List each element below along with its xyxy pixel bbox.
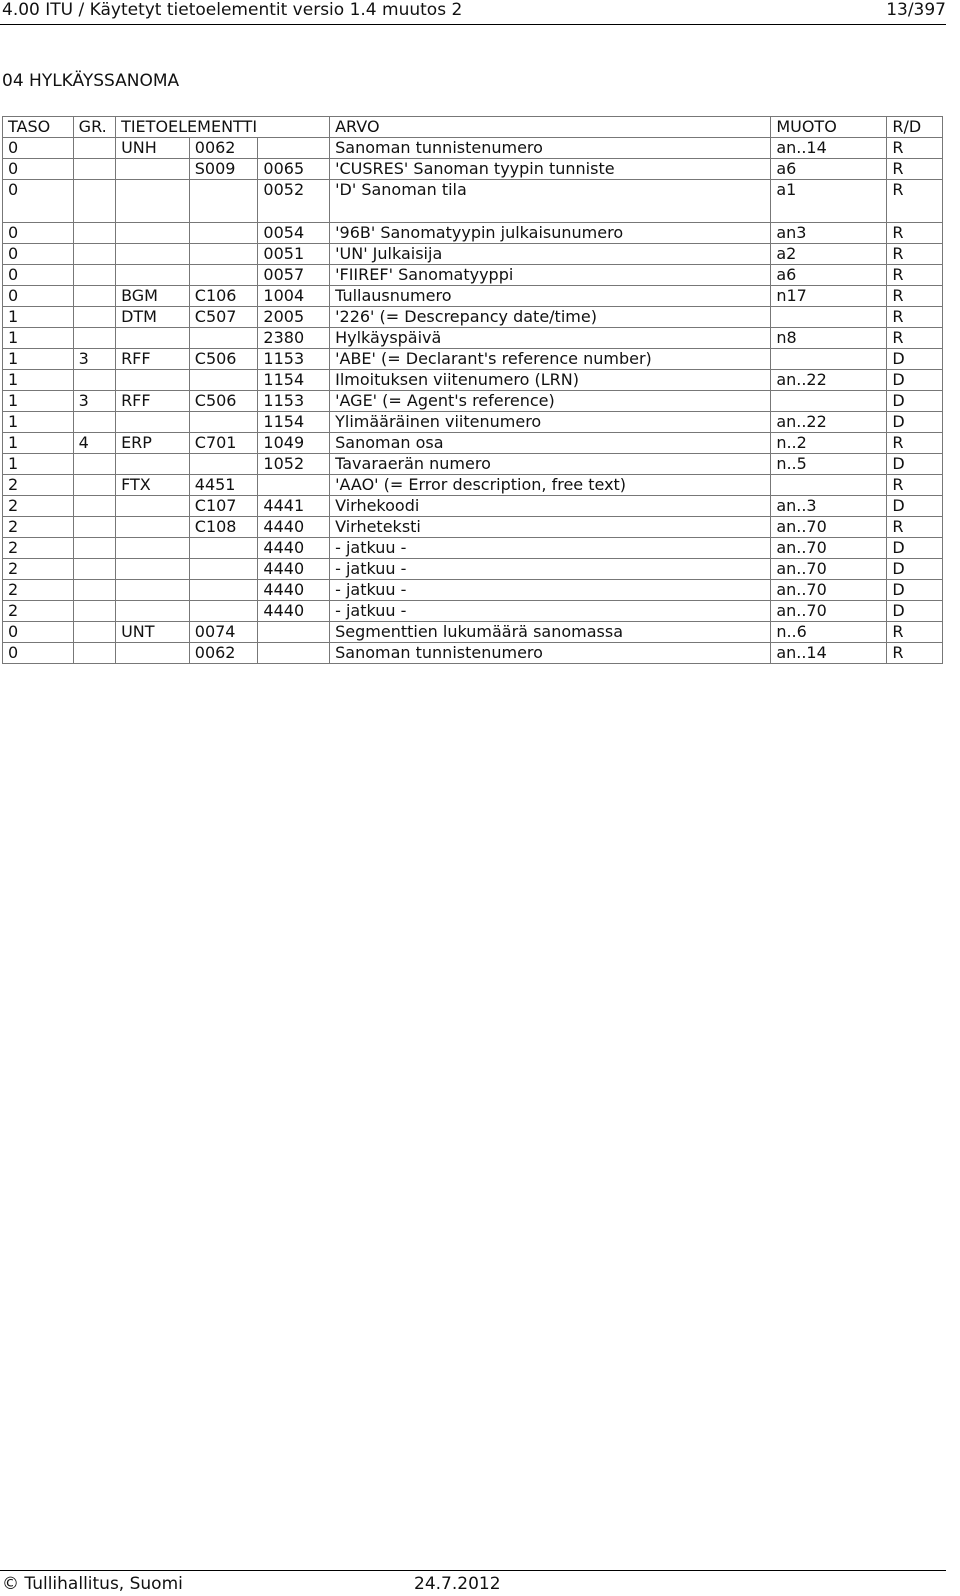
cell-comp: S009 [189, 159, 258, 180]
cell-taso: 1 [3, 391, 74, 412]
cell-elem: 1153 [258, 349, 330, 370]
footer-divider [0, 1570, 946, 1571]
cell-arvo: '96B' Sanomatyypin julkaisunumero [330, 223, 771, 244]
cell-muoto [771, 307, 887, 328]
cell-arvo: Virhekoodi [330, 496, 771, 517]
column-header-taso: TASO [3, 117, 74, 138]
cell-rd: D [887, 538, 943, 559]
cell-muoto: n8 [771, 328, 887, 349]
cell-arvo: '226' (= Descrepancy date/time) [330, 307, 771, 328]
cell-muoto: an..70 [771, 580, 887, 601]
table-row [3, 391, 943, 412]
footer-date: 24.7.2012 [414, 1574, 501, 1594]
cell-rd: D [887, 349, 943, 370]
column-header-rd: R/D [887, 117, 943, 138]
cell-gr [73, 265, 115, 286]
cell-elem: 1154 [258, 370, 330, 391]
table-row [3, 286, 943, 307]
cell-comp: C701 [189, 433, 258, 454]
table-row [3, 496, 943, 517]
cell-taso: 1 [3, 307, 74, 328]
cell-arvo: - jatkuu - [330, 601, 771, 622]
cell-muoto: an..70 [771, 601, 887, 622]
cell-gr [73, 286, 115, 307]
cell-seg: RFF [116, 349, 190, 370]
cell-arvo: - jatkuu - [330, 580, 771, 601]
cell-rd: R [887, 244, 943, 265]
cell-elem: 2380 [258, 328, 330, 349]
page-number: 13/397 [886, 0, 946, 20]
copyright-text: © Tullihallitus, Suomi [2, 1574, 183, 1594]
cell-taso: 0 [3, 244, 74, 265]
cell-elem: 2005 [258, 307, 330, 328]
cell-taso: 1 [3, 412, 74, 433]
cell-gr [73, 180, 115, 223]
cell-elem: 4440 [258, 559, 330, 580]
cell-muoto [771, 391, 887, 412]
cell-taso: 0 [3, 180, 74, 223]
cell-rd: R [887, 159, 943, 180]
cell-elem: 0054 [258, 223, 330, 244]
cell-taso: 1 [3, 349, 74, 370]
cell-rd: D [887, 412, 943, 433]
cell-seg [116, 244, 190, 265]
cell-seg: RFF [116, 391, 190, 412]
cell-arvo: Sanoman tunnistenumero [330, 138, 771, 159]
cell-comp [189, 265, 258, 286]
cell-arvo: 'AGE' (= Agent's reference) [330, 391, 771, 412]
cell-elem: 1153 [258, 391, 330, 412]
cell-gr [73, 370, 115, 391]
cell-seg [116, 538, 190, 559]
cell-gr [73, 538, 115, 559]
cell-rd: R [887, 622, 943, 643]
cell-gr [73, 223, 115, 244]
cell-rd: R [887, 265, 943, 286]
cell-seg [116, 559, 190, 580]
cell-seg [116, 454, 190, 475]
cell-muoto: n17 [771, 286, 887, 307]
cell-arvo: Hylkäyspäivä [330, 328, 771, 349]
cell-seg [116, 180, 190, 223]
cell-rd: R [887, 475, 943, 496]
column-header-tietoelementti: TIETOELEMENTTI [116, 117, 330, 138]
cell-elem: 4441 [258, 496, 330, 517]
cell-taso: 2 [3, 475, 74, 496]
cell-gr [73, 475, 115, 496]
cell-gr: 3 [73, 349, 115, 370]
cell-rd: D [887, 580, 943, 601]
cell-muoto: an..3 [771, 496, 887, 517]
cell-elem: 4440 [258, 601, 330, 622]
cell-comp: C106 [189, 286, 258, 307]
table-row [3, 223, 943, 244]
cell-elem: 0052 [258, 180, 330, 223]
cell-comp: 4451 [189, 475, 258, 496]
cell-comp [189, 180, 258, 223]
cell-gr [73, 328, 115, 349]
cell-gr [73, 307, 115, 328]
cell-comp: C107 [189, 496, 258, 517]
cell-arvo: Tavaraerän numero [330, 454, 771, 475]
cell-gr: 4 [73, 433, 115, 454]
cell-elem: 4440 [258, 517, 330, 538]
cell-taso: 1 [3, 454, 74, 475]
cell-comp [189, 328, 258, 349]
document-title: 4.00 ITU / Käytetyt tietoelementit versio 1.4 muutos 2 [2, 0, 463, 20]
cell-arvo: 'AAO' (= Error description, free text) [330, 475, 771, 496]
cell-seg [116, 328, 190, 349]
cell-comp [189, 580, 258, 601]
header-divider [0, 24, 946, 25]
column-header-gr: GR. [73, 117, 115, 138]
cell-rd: D [887, 559, 943, 580]
cell-comp [189, 454, 258, 475]
cell-arvo: Virheteksti [330, 517, 771, 538]
cell-arvo: Sanoman tunnistenumero [330, 643, 771, 664]
cell-arvo: 'CUSRES' Sanoman tyypin tunniste [330, 159, 771, 180]
cell-arvo: Segmenttien lukumäärä sanomassa [330, 622, 771, 643]
cell-seg [116, 517, 190, 538]
cell-gr [73, 244, 115, 265]
cell-rd: R [887, 307, 943, 328]
cell-muoto: n..6 [771, 622, 887, 643]
cell-rd: D [887, 454, 943, 475]
cell-gr [73, 559, 115, 580]
page-footer [0, 1574, 960, 1596]
cell-taso: 0 [3, 223, 74, 244]
table-row [3, 138, 943, 159]
cell-arvo: 'D' Sanoman tila [330, 180, 771, 223]
cell-seg: FTX [116, 475, 190, 496]
cell-comp: C506 [189, 349, 258, 370]
cell-comp: 0062 [189, 643, 258, 664]
cell-arvo: 'UN' Julkaisija [330, 244, 771, 265]
table-row [3, 159, 943, 180]
cell-arvo: 'FIIREF' Sanomatyyppi [330, 265, 771, 286]
cell-muoto: a6 [771, 265, 887, 286]
cell-taso: 0 [3, 265, 74, 286]
cell-taso: 2 [3, 601, 74, 622]
cell-gr [73, 159, 115, 180]
column-header-muoto: MUOTO [771, 117, 887, 138]
cell-seg [116, 159, 190, 180]
table-row [3, 307, 943, 328]
cell-seg [116, 601, 190, 622]
cell-elem [258, 138, 330, 159]
table-header-row [3, 117, 943, 138]
table-row [3, 433, 943, 454]
cell-seg: DTM [116, 307, 190, 328]
section-title: 04 HYLKÄYSSANOMA [2, 71, 180, 91]
cell-arvo: - jatkuu - [330, 538, 771, 559]
cell-muoto: n..5 [771, 454, 887, 475]
cell-elem: 4440 [258, 538, 330, 559]
cell-comp [189, 412, 258, 433]
cell-seg [116, 643, 190, 664]
cell-gr [73, 580, 115, 601]
cell-comp: C506 [189, 391, 258, 412]
cell-rd: R [887, 433, 943, 454]
cell-muoto: an..70 [771, 538, 887, 559]
cell-elem: 1004 [258, 286, 330, 307]
cell-comp [189, 559, 258, 580]
cell-taso: 2 [3, 496, 74, 517]
table-row [3, 559, 943, 580]
cell-elem [258, 643, 330, 664]
cell-comp [189, 538, 258, 559]
cell-muoto: n..2 [771, 433, 887, 454]
cell-comp: C108 [189, 517, 258, 538]
cell-rd: R [887, 286, 943, 307]
cell-muoto: an3 [771, 223, 887, 244]
cell-comp: C507 [189, 307, 258, 328]
cell-comp: 0062 [189, 138, 258, 159]
cell-muoto: an..14 [771, 138, 887, 159]
cell-taso: 0 [3, 159, 74, 180]
cell-elem [258, 475, 330, 496]
cell-rd: R [887, 138, 943, 159]
cell-muoto: an..22 [771, 370, 887, 391]
cell-gr [73, 454, 115, 475]
cell-seg [116, 223, 190, 244]
cell-arvo: Ilmoituksen viitenumero (LRN) [330, 370, 771, 391]
cell-muoto [771, 475, 887, 496]
cell-seg: BGM [116, 286, 190, 307]
cell-muoto: an..22 [771, 412, 887, 433]
page-header [0, 0, 960, 22]
cell-gr [73, 601, 115, 622]
cell-elem: 1049 [258, 433, 330, 454]
cell-muoto: an..70 [771, 559, 887, 580]
table-row [3, 349, 943, 370]
data-element-table [2, 116, 943, 664]
cell-rd: D [887, 370, 943, 391]
cell-muoto [771, 349, 887, 370]
table-row [3, 517, 943, 538]
cell-taso: 1 [3, 370, 74, 391]
cell-elem: 1052 [258, 454, 330, 475]
cell-rd: R [887, 517, 943, 538]
cell-gr [73, 517, 115, 538]
table-row [3, 454, 943, 475]
table-row [3, 580, 943, 601]
cell-muoto: an..14 [771, 643, 887, 664]
table-row [3, 475, 943, 496]
cell-comp [189, 223, 258, 244]
cell-comp [189, 370, 258, 391]
cell-seg [116, 496, 190, 517]
cell-arvo: Ylimääräinen viitenumero [330, 412, 771, 433]
table-row [3, 601, 943, 622]
cell-taso: 2 [3, 580, 74, 601]
cell-gr: 3 [73, 391, 115, 412]
cell-seg [116, 370, 190, 391]
cell-taso: 0 [3, 643, 74, 664]
cell-gr [73, 496, 115, 517]
table-row [3, 265, 943, 286]
cell-rd: R [887, 328, 943, 349]
cell-seg [116, 580, 190, 601]
cell-comp [189, 244, 258, 265]
cell-elem: 0057 [258, 265, 330, 286]
table-row [3, 328, 943, 349]
cell-seg [116, 412, 190, 433]
cell-seg: ERP [116, 433, 190, 454]
cell-rd: R [887, 180, 943, 223]
cell-gr [73, 412, 115, 433]
cell-muoto: an..70 [771, 517, 887, 538]
cell-arvo: - jatkuu - [330, 559, 771, 580]
table-body [3, 138, 943, 664]
cell-arvo: Tullausnumero [330, 286, 771, 307]
cell-rd: D [887, 496, 943, 517]
cell-rd: D [887, 391, 943, 412]
cell-muoto: a1 [771, 180, 887, 223]
cell-taso: 2 [3, 559, 74, 580]
cell-elem [258, 622, 330, 643]
cell-rd: R [887, 643, 943, 664]
cell-taso: 0 [3, 622, 74, 643]
table-row [3, 538, 943, 559]
cell-taso: 1 [3, 328, 74, 349]
cell-muoto: a2 [771, 244, 887, 265]
table-row [3, 180, 943, 223]
cell-arvo: Sanoman osa [330, 433, 771, 454]
table-row [3, 643, 943, 664]
cell-seg: UNH [116, 138, 190, 159]
cell-gr [73, 643, 115, 664]
cell-rd: D [887, 601, 943, 622]
cell-comp [189, 601, 258, 622]
cell-comp: 0074 [189, 622, 258, 643]
cell-taso: 2 [3, 538, 74, 559]
cell-gr [73, 622, 115, 643]
table-row [3, 412, 943, 433]
cell-elem: 1154 [258, 412, 330, 433]
table-row [3, 370, 943, 391]
cell-taso: 0 [3, 286, 74, 307]
cell-taso: 1 [3, 433, 74, 454]
cell-elem: 0065 [258, 159, 330, 180]
cell-elem: 0051 [258, 244, 330, 265]
cell-taso: 2 [3, 517, 74, 538]
cell-gr [73, 138, 115, 159]
table-row [3, 244, 943, 265]
cell-seg: UNT [116, 622, 190, 643]
table-row [3, 622, 943, 643]
cell-elem: 4440 [258, 580, 330, 601]
cell-seg [116, 265, 190, 286]
cell-taso: 0 [3, 138, 74, 159]
cell-muoto: a6 [771, 159, 887, 180]
cell-arvo: 'ABE' (= Declarant's reference number) [330, 349, 771, 370]
cell-rd: R [887, 223, 943, 244]
column-header-arvo: ARVO [330, 117, 771, 138]
